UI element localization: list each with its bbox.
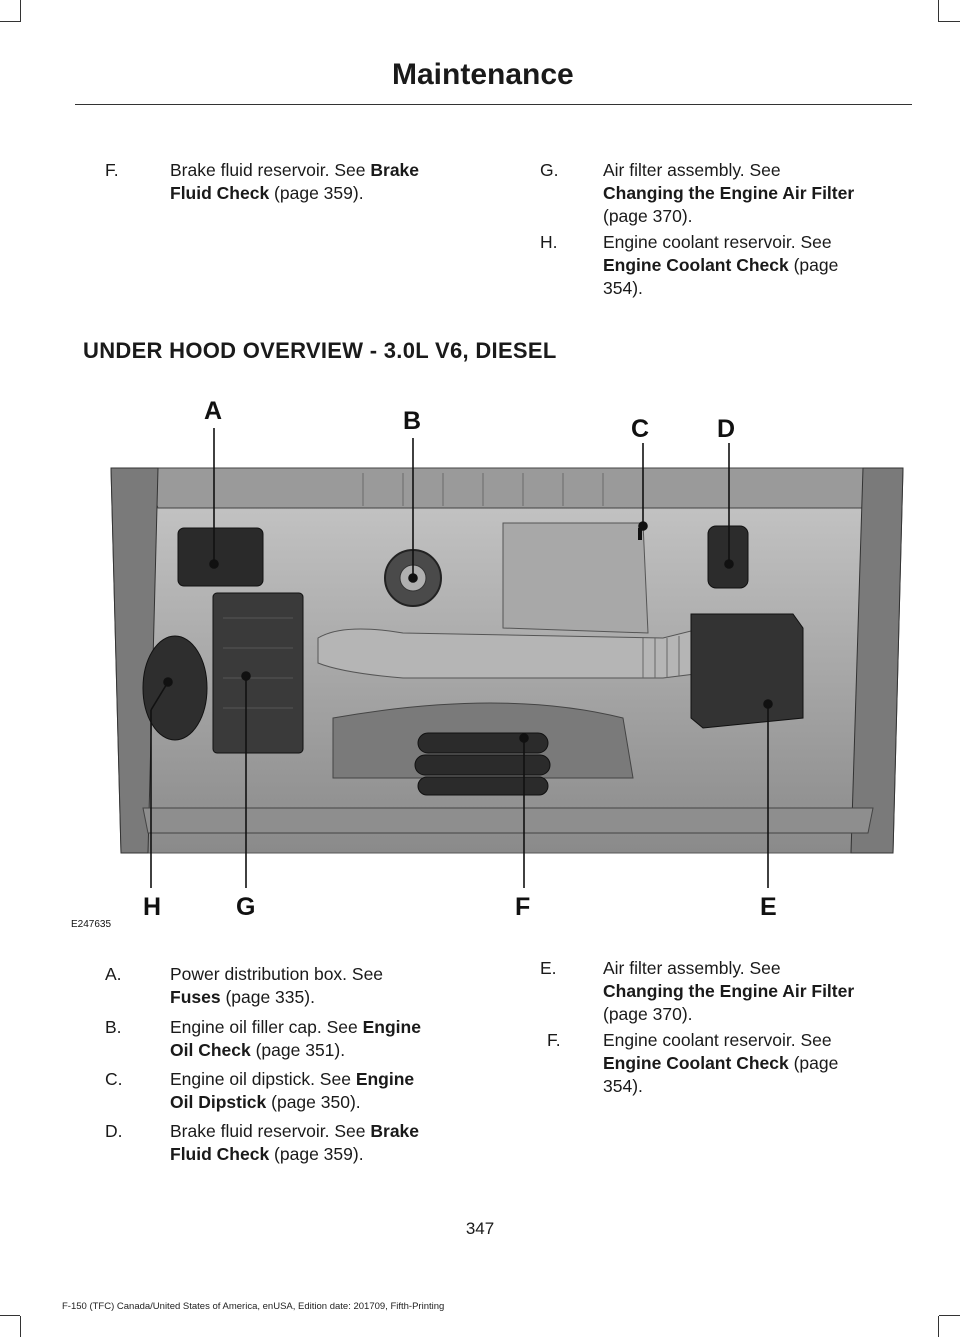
link-brake-fluid-check[interactable]: Brake <box>370 160 420 180</box>
item-letter: F. <box>105 160 119 180</box>
callout-label: A <box>204 397 223 425</box>
link-engine-oil-check-cont[interactable]: Oil Check <box>170 1040 251 1060</box>
list-item-e: E. Air filter assembly. See Changing the Engine Air Filter (page 370). <box>540 958 855 1024</box>
section-heading: UNDER HOOD OVERVIEW - 3.0L V6, DIESEL <box>83 338 557 363</box>
item-letter: E. <box>540 958 557 978</box>
list-item-g-top: G. Air filter assembly. See Changing the Engine Air Filter (page 370). <box>540 160 855 226</box>
crop-mark <box>20 0 21 22</box>
crop-mark <box>0 1315 20 1316</box>
callout-label: D <box>717 415 736 443</box>
item-letter: C. <box>105 1069 123 1089</box>
item-letter: B. <box>105 1017 122 1037</box>
item-letter: A. <box>105 964 122 984</box>
header-divider <box>75 104 912 105</box>
page-number: 347 <box>465 1219 495 1238</box>
list-item-h-top: H. Engine coolant reservoir. See Engine Coolant Check (page 354). <box>540 232 839 298</box>
crop-mark <box>938 0 939 22</box>
callout-label: E <box>760 893 777 921</box>
figure-code: E247635 <box>71 919 112 930</box>
list-item-d: D. Brake fluid reservoir. See Brake Fluid Check (page 359). <box>105 1121 420 1164</box>
list-item-f: F. Engine coolant reservoir. See Engine Coolant Check (page 354). <box>547 1030 839 1096</box>
crop-mark <box>939 21 960 22</box>
list-item-c: C. Engine oil dipstick. See Engine Oil Dipstick (page 350). <box>105 1069 415 1112</box>
crop-mark <box>0 21 20 22</box>
item-letter: G. <box>540 160 559 180</box>
list-item-f-top: F. Brake fluid reservoir. See Brake Fluid Check (page 359). <box>105 160 420 203</box>
link-fuses[interactable]: Fuses <box>170 987 221 1007</box>
item-letter: D. <box>105 1121 123 1141</box>
under-hood-figure <box>71 388 911 933</box>
list-item-b: B. Engine oil filler cap. See Engine Oil Check (page 351). <box>105 1017 421 1060</box>
callout-label: G <box>236 893 256 921</box>
callout-label: B <box>403 407 422 435</box>
crop-mark <box>938 1316 939 1337</box>
page-footer: F-150 (TFC) Canada/United States of America, enUSA, Edition date: 201709, Fifth-Printing <box>62 1301 445 1312</box>
crop-mark <box>20 1316 21 1337</box>
engine-illustration <box>103 388 911 933</box>
link-changing-air-filter[interactable]: Changing the Engine Air Filter <box>603 981 855 1001</box>
link-engine-oil-check[interactable]: Engine <box>362 1017 421 1037</box>
crop-mark <box>939 1315 960 1316</box>
link-changing-air-filter[interactable]: Changing the Engine Air Filter <box>603 183 855 203</box>
link-engine-oil-dipstick-cont[interactable]: Oil Dipstick <box>170 1092 267 1112</box>
callout-label: C <box>631 415 650 443</box>
link-engine-coolant-check[interactable]: Engine Coolant Check <box>603 1053 789 1073</box>
link-brake-fluid-check-cont[interactable]: Fluid Check <box>170 183 270 203</box>
item-letter: F. <box>547 1030 561 1050</box>
item-letter: H. <box>540 232 558 252</box>
link-brake-fluid-check-cont[interactable]: Fluid Check <box>170 1144 270 1164</box>
callout-label: H <box>143 893 162 921</box>
link-brake-fluid-check[interactable]: Brake <box>370 1121 420 1141</box>
link-engine-oil-dipstick[interactable]: Engine <box>355 1069 415 1089</box>
link-engine-coolant-check[interactable]: Engine Coolant Check <box>603 255 789 275</box>
callout-label: F <box>515 893 531 921</box>
list-item-a: A. Power distribution box. See Fuses (page 335). <box>105 964 384 1007</box>
